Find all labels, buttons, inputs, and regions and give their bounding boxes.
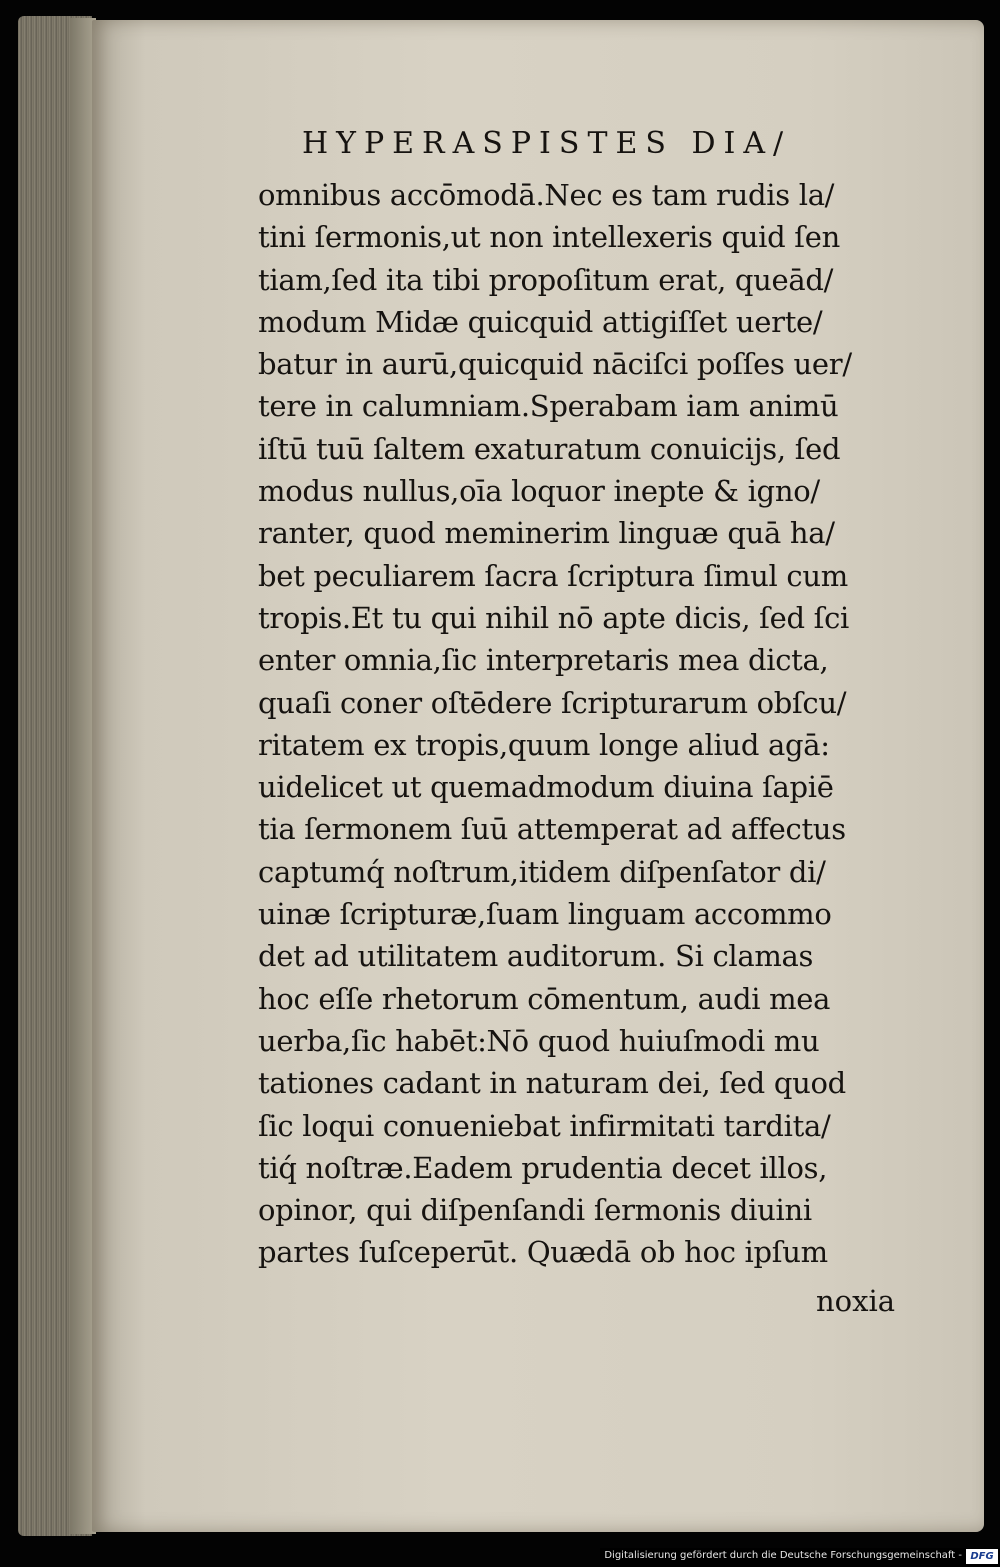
text-line: uerba,ſic habēt:Nō quod huiuſmodi mu bbox=[258, 1023, 820, 1058]
digitization-footer bbox=[600, 1548, 1000, 1567]
dfg-logo-icon: DFG bbox=[966, 1549, 998, 1564]
text-block bbox=[258, 122, 918, 1274]
text-line: iſtū tuū ſaltem exaturatum conuicijs, ſed bbox=[258, 431, 841, 466]
text-line: tiam,ſed ita tibi propoſitum erat, queād/ bbox=[258, 262, 834, 297]
text-line: tiq́ noſtræ.Eadem prudentia decet illos, bbox=[258, 1150, 828, 1185]
text-line: partes ſuſceperūt. Quædā ob hoc ipſum bbox=[258, 1235, 828, 1270]
running-head: HYPERASPISTES DIA/ bbox=[302, 126, 792, 161]
text-line: uinæ ſcripturæ,ſuam linguam accommo bbox=[258, 897, 832, 932]
text-line: opinor, qui diſpenſandi ſermonis diuini bbox=[258, 1193, 812, 1228]
text-line: modum Midæ quicquid attigiſſet uerte/ bbox=[258, 304, 823, 339]
text-line: tia ſermonem ſuū attemperat ad affectus bbox=[258, 812, 846, 847]
text-line: bet peculiarem ſacra ſcriptura ſimul cum bbox=[258, 558, 848, 593]
text-line: enter omnia,ſic interpretaris mea dicta, bbox=[258, 643, 829, 678]
text-line: batur in aurū,quicquid nāciſci poſſes uer/ bbox=[258, 347, 852, 382]
text-line: quaſi coner oſtēdere ſcripturarum obſcu/ bbox=[258, 685, 847, 720]
text-line: tini ſermonis,ut non intellexeris quid ſen bbox=[258, 220, 840, 255]
text-line: modus nullus,oīa loquor inepte & igno/ bbox=[258, 474, 820, 509]
text-line: ſic loqui conueniebat infirmitati tardita/ bbox=[258, 1108, 831, 1143]
text-line: det ad utilitatem auditorum. Si clamas bbox=[258, 939, 814, 974]
text-line: captumq́ noſtrum,itidem diſpenſator di/ bbox=[258, 854, 826, 889]
funding-credit: Digitalisierung gefördert durch die Deutsche Forschungsgemeinschaft - bbox=[604, 1550, 962, 1561]
catchword: noxia bbox=[816, 1284, 896, 1318]
text-line: tationes cadant in naturam dei, ſed quod bbox=[258, 1066, 846, 1101]
text-line: ritatem ex tropis,quum longe aliud agā: bbox=[258, 727, 830, 762]
text-line: omnibus accōmodā.Nec es tam rudis la/ bbox=[258, 178, 835, 212]
text-line: ranter, quod meminerim linguæ quā ha/ bbox=[258, 516, 835, 551]
text-line: uidelicet ut quemadmodum diuina ſapiē bbox=[258, 770, 834, 805]
text-line: tropis.Et tu qui nihil nō apte dicis, ſed ſci bbox=[258, 600, 849, 635]
text-line: hoc eſſe rhetorum cōmentum, audi mea bbox=[258, 981, 831, 1016]
text-line: tere in calumniam.Sperabam iam animū bbox=[258, 389, 839, 424]
